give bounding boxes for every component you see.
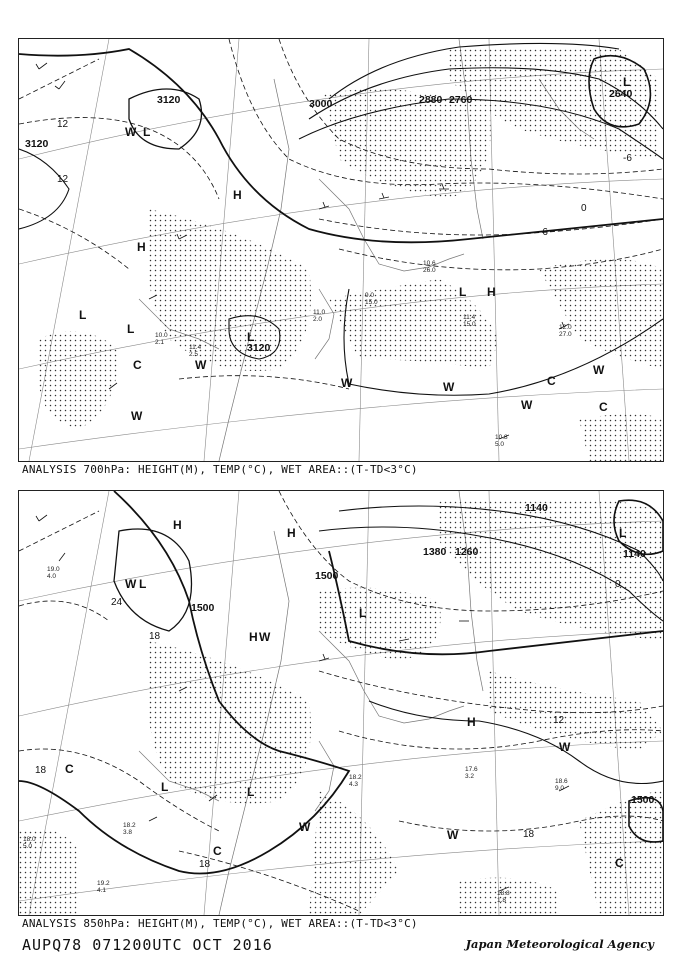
- center-warm: W: [593, 363, 605, 377]
- station-plot: 12.0 27.0: [559, 324, 572, 338]
- height-label: 2640: [609, 88, 633, 100]
- temp-label: 18: [149, 631, 161, 642]
- temp-label: 0: [581, 203, 587, 214]
- center-low: L: [623, 75, 631, 89]
- center-cold: C: [547, 374, 556, 388]
- center-warm: W: [125, 577, 137, 591]
- station-plot: 10.0 2.1: [155, 332, 168, 346]
- center-cold: C: [615, 856, 624, 870]
- center-high: H: [137, 240, 146, 254]
- height-label: 3120: [157, 94, 181, 106]
- height-label: 1260: [455, 546, 479, 558]
- center-cold: C: [133, 358, 142, 372]
- center-low: L: [127, 322, 135, 336]
- temp-label: 0: [615, 579, 621, 590]
- height-label: 3000: [309, 98, 333, 110]
- center-warm: W: [131, 409, 143, 423]
- height-label: 2760: [449, 94, 473, 106]
- height-label: 1500: [631, 794, 655, 806]
- panel-caption-700hpa: ANALYSIS 700hPa: HEIGHT(M), TEMP(°C), WET AREA::(T-TD<3°C): [22, 463, 418, 476]
- temp-label: 24: [111, 597, 123, 608]
- temp-label: 12: [553, 715, 565, 726]
- center-warm: W: [521, 398, 533, 412]
- center-high: H: [487, 285, 496, 299]
- issuer-credit: Japan Meteorological Agency: [465, 937, 654, 951]
- center-high: H: [233, 188, 242, 202]
- center-warm: W: [443, 380, 455, 394]
- station-plot: 19.0 4.0: [47, 566, 60, 580]
- height-label: 1500: [315, 570, 339, 582]
- station-plot: 18.2 4.3: [349, 774, 362, 788]
- height-label: 1140: [525, 502, 548, 514]
- center-high: H: [287, 526, 296, 540]
- station-plot: 11.4 15.0: [463, 314, 476, 328]
- center-warm: W: [195, 358, 207, 372]
- center-cold: C: [65, 762, 74, 776]
- map-850hpa: [19, 491, 663, 915]
- station-plot: 11.4 2.5: [189, 344, 202, 358]
- center-low: L: [459, 285, 467, 299]
- temp-label: -6: [539, 227, 548, 238]
- center-high: H: [173, 518, 182, 532]
- center-low: L: [247, 785, 255, 799]
- map-700hpa: [19, 39, 663, 461]
- height-label: 3120: [247, 342, 271, 354]
- center-high: H: [249, 630, 258, 644]
- height-label: 1380: [423, 546, 447, 558]
- center-warm: W: [447, 828, 459, 842]
- center-low: L: [247, 330, 255, 344]
- temp-label: 18: [199, 859, 211, 870]
- station-plot: 18.8 1.8: [497, 890, 510, 904]
- center-cold: C: [213, 844, 222, 858]
- center-low: L: [359, 606, 367, 620]
- chart-panel-850hpa: [18, 490, 664, 916]
- center-low: L: [161, 780, 169, 794]
- center-low: L: [143, 125, 151, 139]
- wet-areas: [39, 47, 663, 462]
- height-label: 1500: [191, 602, 215, 614]
- station-plot: 10.8 5.0: [495, 434, 508, 448]
- center-warm: W: [259, 630, 271, 644]
- station-plot: 19.2 4.1: [97, 880, 110, 894]
- panel-caption-850hpa: ANALYSIS 850hPa: HEIGHT(M), TEMP(°C), WET AREA::(T-TD<3°C): [22, 917, 418, 930]
- center-warm: W: [341, 376, 353, 390]
- height-label: 1140: [623, 548, 646, 560]
- station-plot: 9.0 15.0: [365, 292, 378, 306]
- center-high: H: [467, 715, 476, 729]
- temp-label: 18: [35, 765, 47, 776]
- center-warm: W: [125, 125, 137, 139]
- station-plot: 18.2 3.8: [123, 822, 136, 836]
- center-cold: C: [599, 400, 608, 414]
- temp-label: -6: [623, 153, 632, 164]
- chart-panel-700hpa: [18, 38, 664, 462]
- station-plot: 17.6 3.2: [465, 766, 478, 780]
- center-warm: W: [559, 740, 571, 754]
- temp-label: 12: [57, 174, 69, 185]
- temp-label: 12: [57, 119, 69, 130]
- height-label: 3120: [25, 138, 49, 150]
- product-code: AUPQ78 071200UTC OCT 2016: [22, 936, 273, 954]
- center-low: L: [619, 526, 627, 540]
- station-plot: 11.0 2.0: [313, 309, 326, 323]
- temp-label: 18: [523, 829, 535, 840]
- station-plot: 10.6 26.0: [423, 260, 436, 274]
- center-low: L: [139, 577, 147, 591]
- height-label: 2880: [419, 94, 443, 106]
- station-plot: 18.6 9.0: [555, 778, 568, 792]
- center-low: L: [79, 308, 87, 322]
- station-plot: 18.0 5.0: [23, 836, 36, 850]
- center-warm: W: [299, 820, 311, 834]
